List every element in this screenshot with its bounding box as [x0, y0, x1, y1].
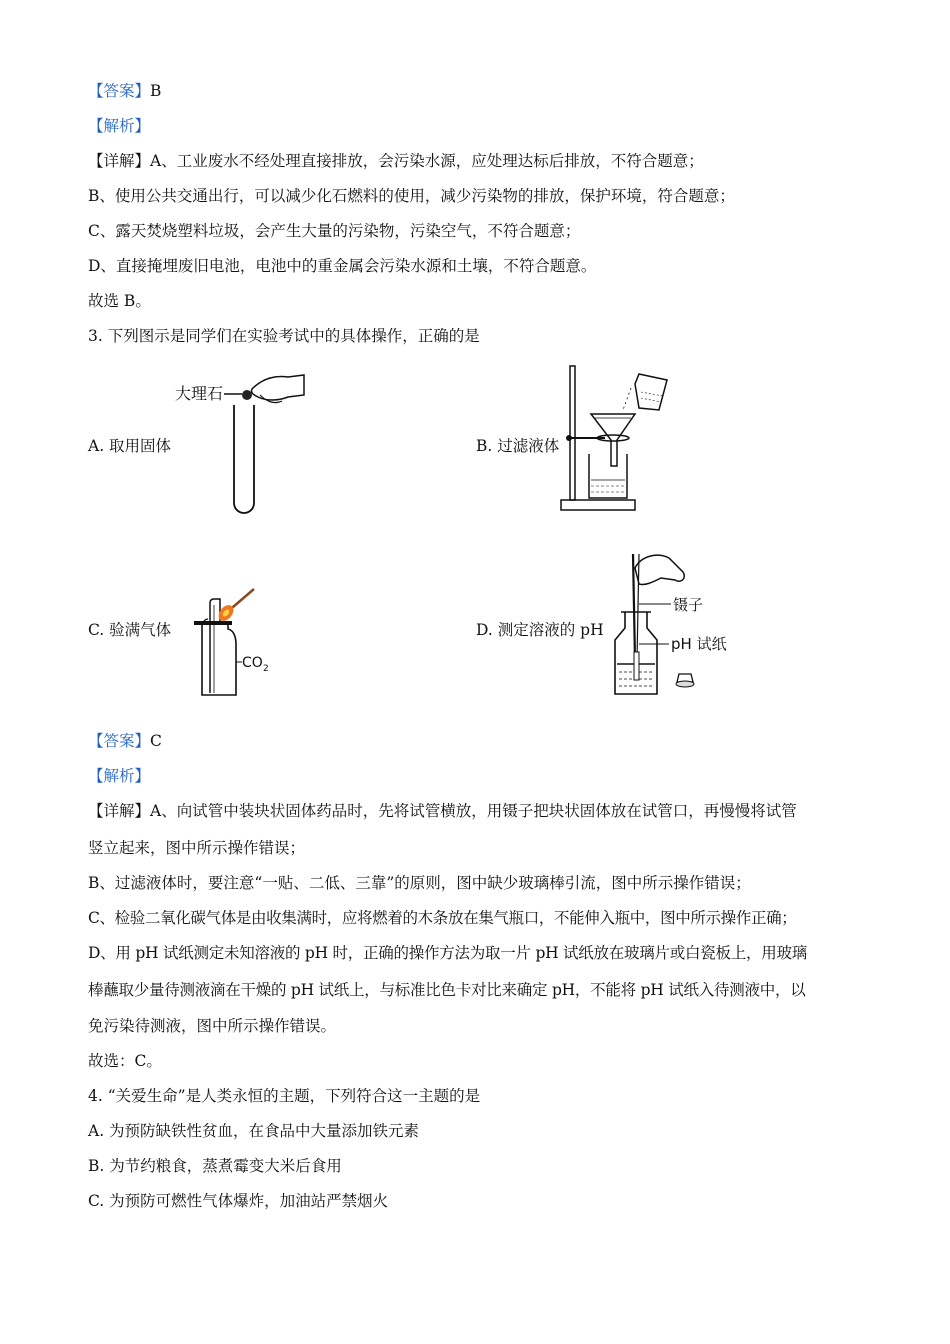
- q3-detail-line: B、过滤液体时，要注意“一贴、二低、三靠”的原则，图中缺少玻璃棒引流，图中所示操作错误；: [88, 874, 751, 892]
- analysis-tag: 【解析】: [88, 117, 151, 135]
- q3-detail-line: [88, 801, 797, 821]
- q3-detail-line: 竖立起来，图中所示操作错误；: [88, 839, 306, 857]
- q3-option-d: D. 测定溶液的 pH: [476, 621, 604, 639]
- q4-option-a: A. 为预防缺铁性贫血，在食品中大量添加铁元素: [88, 1122, 420, 1140]
- marble-icon: [242, 390, 252, 400]
- q2-detail-line: B、使用公共交通出行，可以减少化石燃料的使用，减少污染物的排放，保护环境，符合题意；: [88, 187, 735, 205]
- q2-conclusion: 故选 B。: [88, 292, 151, 310]
- q3-option-b: B. 过滤液体: [476, 437, 560, 455]
- co2-subscript: 2: [263, 664, 269, 674]
- q4-stem: 4. “关爱生命”是人类永恒的主题，下列符合这一主题的是: [88, 1087, 481, 1105]
- answer-tag: 【答案】: [88, 82, 151, 100]
- analysis-tag: 【解析】: [88, 767, 151, 785]
- answer-value: C: [150, 732, 162, 750]
- q3-option-c: C. 验满气体: [88, 621, 172, 639]
- q2-detail-line: D、直接掩埋废旧电池，电池中的重金属会污染水源和土壤，不符合题意。: [88, 257, 597, 275]
- q2-analysis-heading: [88, 116, 150, 136]
- q2-detail-line: [88, 151, 704, 171]
- q3-detail-line: C、检验二氧化碳气体是由收集满时，应将燃着的木条放在集气瓶口，不能伸入瓶中，图中所示操作正确；: [88, 909, 797, 927]
- hand-icon: [635, 555, 684, 584]
- q3-detail-line: 免污染待测液，图中所示操作错误。: [88, 1017, 337, 1035]
- answer-value: B: [150, 82, 162, 100]
- detail-tag: 【详解】: [88, 802, 151, 820]
- co2-label: CO: [242, 655, 263, 671]
- detail-text: A、工业废水不经处理直接排放，会污染水源，应处理达标后排放，不符合题意；: [150, 152, 704, 170]
- gas-bottle-icon: [202, 625, 236, 695]
- ph-paper-label: pH 试纸: [671, 635, 727, 653]
- iron-stand-icon: [570, 366, 575, 500]
- test-tube-icon: [234, 405, 254, 513]
- q3-analysis-heading: [88, 766, 150, 786]
- funnel-icon: [591, 414, 635, 466]
- detail-text: A、向试管中装块状固体药品时，先将试管横放，用镊子把块状固体放在试管口，再慢慢将试管: [150, 802, 797, 820]
- ph-paper-icon: [634, 652, 639, 680]
- q3-option-a: A. 取用固体: [88, 437, 172, 455]
- q3-answer: [88, 731, 162, 751]
- tweezers-label: 镊子: [673, 596, 704, 614]
- tweezers-icon: [633, 554, 635, 660]
- figure-b-filtration: [555, 362, 670, 517]
- q4-option-b: B. 为节约粮食，蒸煮霉变大米后食用: [88, 1157, 342, 1175]
- q2-detail-line: C、露天焚烧塑料垃圾，会产生大量的污染物，污染空气，不符合题意；: [88, 222, 581, 240]
- figure-c-gas-test: [180, 585, 290, 700]
- q3-conclusion: 故选：C。: [88, 1052, 162, 1070]
- pouring-beaker-icon: [635, 374, 667, 410]
- q3-stem: 3. 下列图示是同学们在实验考试中的具体操作，正确的是: [88, 327, 480, 345]
- answer-tag: 【答案】: [88, 732, 151, 750]
- q2-answer: [88, 81, 161, 101]
- q3-detail-line: D、用 pH 试纸测定未知溶液的 pH 时，正确的操作方法为取一片 pH 试纸放在玻璃片或白瓷板上，用玻璃: [88, 944, 808, 962]
- marble-label: 大理石: [175, 384, 224, 403]
- q4-option-c: C. 为预防可燃性气体爆炸，加油站严禁烟火: [88, 1192, 389, 1210]
- figure-a-test-tube: [170, 365, 310, 515]
- q3-detail-line: 棒蘸取少量待测液滴在干燥的 pH 试纸上，与标准比色卡对比来确定 pH，不能将 pH 试纸入待测液中，以: [88, 981, 806, 999]
- detail-tag: 【详解】: [88, 152, 151, 170]
- figure-d-ph-test: [605, 548, 740, 698]
- hand-icon: [251, 375, 304, 400]
- beaker-icon: [589, 454, 627, 498]
